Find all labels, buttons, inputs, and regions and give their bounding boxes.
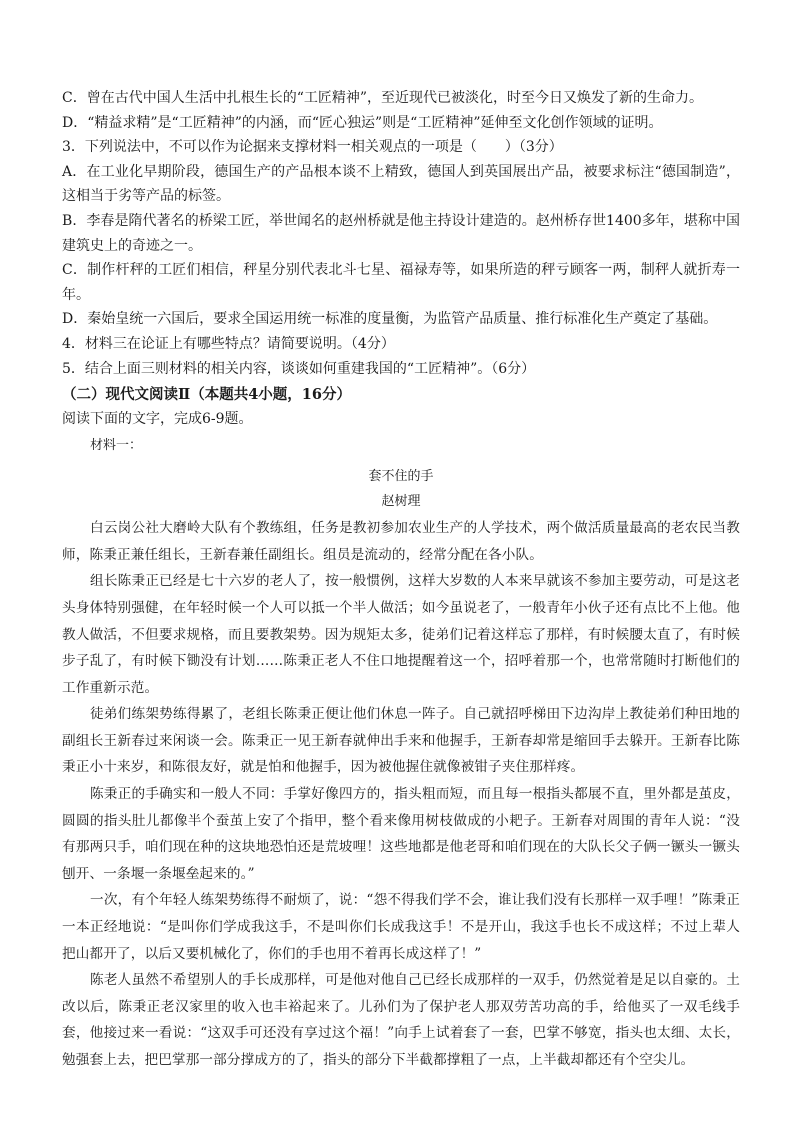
exam-page: [62, 86, 740, 1074]
story-paragraph: 陈秉正的手确实和一般人不同：手掌好像四方的，指头粗而短，而且每一根指头都展不直，里外都是茧皮，圆圆的指头肚儿都像半个蚕茧上安了个指甲，整个看来像用树枝做成的小耙子。王新春对周围的青年人说：“没有那两只手，咱们现在种的这块地恐怕还是荒坡哩！这些地都是他老哥和咱们现在的大队长父子俩一镢头一镢头刨开、一条堰一条堰垒起来的。”: [62, 786, 740, 882]
material-label: 材料一：: [90, 438, 143, 454]
option-d-previous: D．“精益求精”是“工匠精神”的内涵，而“匠心独运”则是“工匠精神”延伸至文化创作领域的证明。: [62, 114, 663, 131]
story-paragraph: 白云岗公社大磨岭大队有个教练组，任务是教初参加农业生产的人学技术，两个做活质量最高的老农民当教师，陈秉正兼任组长，王新春兼任副组长。组员是流动的，经常分配在各小队。: [62, 520, 740, 563]
question-4: 4．材料三在论证上有哪些特点？请简要说明。（4分）: [62, 335, 395, 352]
question-3: 3．下列说法中，不可以作为论据来支撑材料一相关观点的一项是（ ）（3分）: [62, 139, 563, 156]
story-paragraph: 组长陈秉正已经是七十六岁的老人了，按一般惯例，这样大岁数的人本来早就该不参加主要劳动，可是这老头身体特别强健，在年轻时候一个人可以抵一个半人做活；如今虽说老了，一般青年小伙子还有点比不上他。他教人做活，不但要求规格，而且要教架势。因为规矩太多，徒弟们记着这样忘了那样，有时候腰太直了，有时候步子乱了，有时候下锄没有计划……陈秉正老人不住口地提醒着这一个，招呼着那一个，也常常随时打断他们的工作重新示范。: [62, 573, 740, 696]
question-3-option-c: C．制作杆秤的工匠们相信，秤星分别代表北斗七星、福禄寿等，如果所造的秤亏顾客一两，制秤人就折寿一年。: [62, 262, 740, 303]
question-3-option-d: D．秦始皇统一六国后，要求全国运用统一标准的度量衡，为监管产品质量、推行标准化生产奠定了基础。: [62, 311, 718, 328]
section-heading: （二）现代文阅读Ⅱ（本题共4小题，16分）: [62, 386, 351, 404]
story-paragraph: 陈老人虽然不希望别人的手长成那样，可是他对他自己已经长成那样的一双手，仍然觉着是足以自豪的。土改以后，陈秉正老汉家里的收入也丰裕起来了。儿孙们为了保护老人那双劳苦功高的手，给他买了一双毛线手套，他接过来一看说：“这双手可还没有享过这个福！”向手上试着套了一套，巴掌不够宽，指头也太细、太长，勉强套上去，把巴掌那一部分撑成方的了，指头的部分下半截都撑粗了一点，上半截却都还有个空尖儿。: [62, 972, 740, 1068]
story-title: 套不住的手: [368, 469, 434, 485]
story-paragraph: 一次，有个年轻人练架势练得不耐烦了，说：“怨不得我们学不会，谁让我们没有长那样一双手哩！”陈秉正一本正经地说：“是叫你们学成我这手，不是叫你们长成我这手！不是开山，我这手也长不成这样；不过上辈人把山都开了，以后又要机械化了，你们的手也用不着再长成这样了！”: [62, 892, 740, 962]
option-c-previous: C．曾在古代中国人生活中扎根生长的“工匠精神”，至近现代已被淡化，时至今日又焕发了新的生命力。: [62, 90, 704, 106]
story-paragraph: 徒弟们练架势练得累了，老组长陈秉正便让他们休息一阵子。自己就招呼梯田下边沟岸上教徒弟们种田地的副组长王新春过来闲谈一会。陈秉正一见王新春就伸出手来和他握手，王新春却常是缩回手去躲开。王新春比陈秉正小十来岁，和陈很友好，就是怕和他握手，因为被他握住就像被钳子夹住那样疼。: [62, 706, 740, 776]
question-3-option-b: B．李春是隋代著名的桥梁工匠，举世闻名的赵州桥就是他主持设计建造的。赵州桥存世1400多年，堪称中国建筑史上的奇迹之一。: [62, 212, 740, 254]
question-5: 5．结合上面三则材料的相关内容，谈谈如何重建我国的“工匠精神”。（6分）: [62, 360, 536, 377]
story-author: 赵树理: [381, 494, 421, 510]
section-instruction: 阅读下面的文字，完成6-9题。: [62, 411, 253, 428]
question-3-option-a: A．在工业化早期阶段，德国生产的产品根本谈不上精致，德国人到英国展出产品，被要求标注“德国制造”，这相当于劣等产品的标签。: [62, 163, 740, 205]
